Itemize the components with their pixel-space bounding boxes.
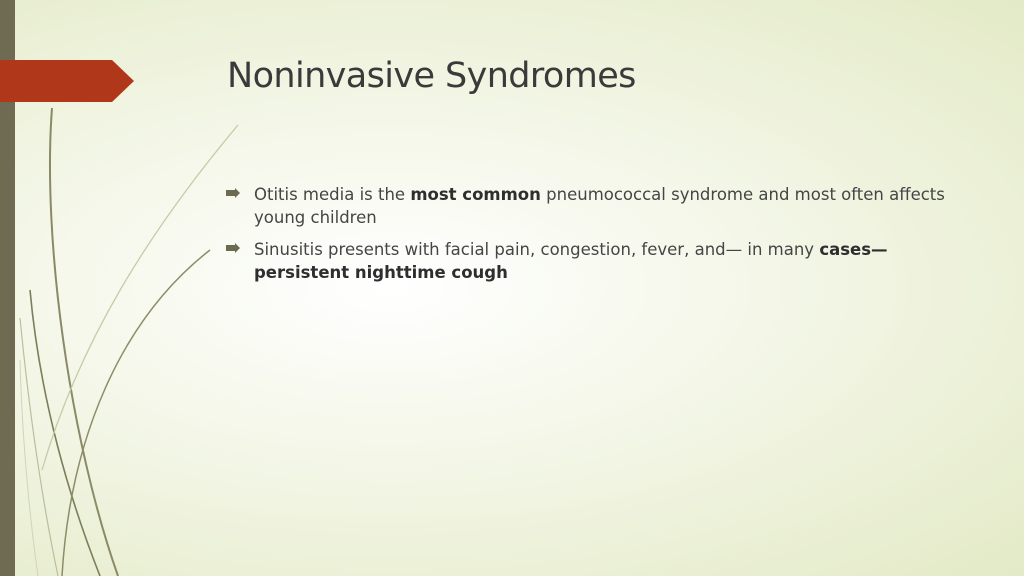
bullet-list (226, 183, 986, 293)
bullet-text-before: Sinusitis presents with facial pain, congestion, fever, and— in many (254, 240, 820, 259)
arrow-right-icon (226, 188, 240, 198)
bullet-item (226, 238, 986, 284)
slide-title: Noninvasive Syndromes (227, 56, 636, 96)
bullet-text-after: pneumococcal syndrome and most often affects young children (254, 185, 945, 227)
bullet-text-bold: cases— persistent nighttime cough (254, 240, 888, 282)
bullet-text-before: Otitis media is the (254, 185, 411, 204)
bullet-item (226, 183, 986, 229)
arrow-right-icon (226, 243, 240, 253)
title-accent-tab (0, 60, 134, 102)
bullet-text-bold: most common (410, 185, 541, 204)
